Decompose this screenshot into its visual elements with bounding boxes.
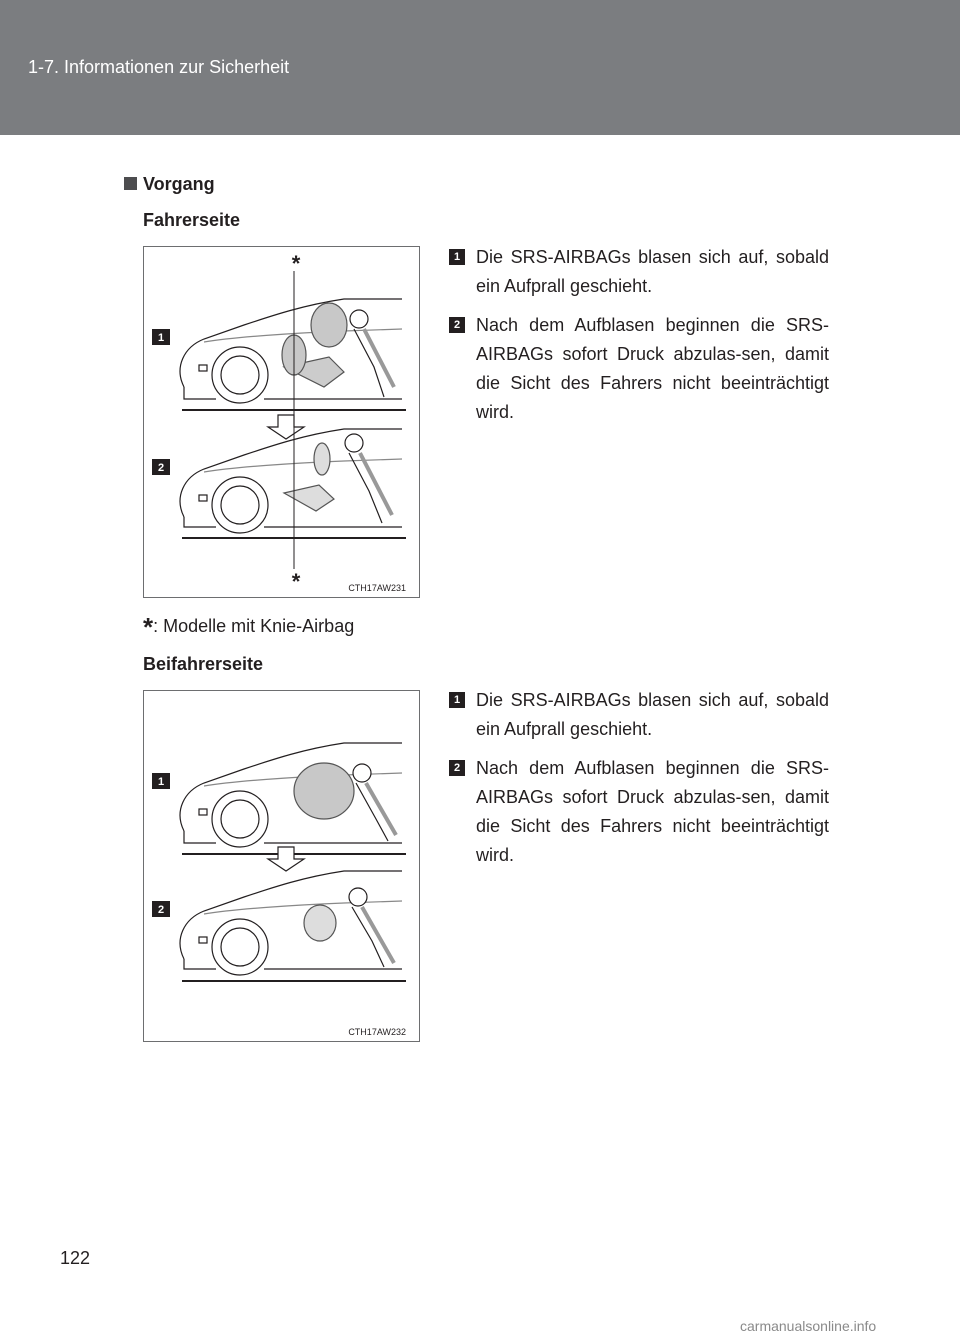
passenger-airbag-figure [143, 690, 420, 1042]
step-item [449, 754, 829, 870]
note-text: : Modelle mit Knie-Airbag [153, 616, 355, 636]
car-scene-deflating [180, 429, 406, 538]
down-arrow-icon [268, 847, 304, 871]
step-text: Nach dem Aufblasen beginnen die SRS-AIRBAGs sofort Druck abzulas-sen, damit die Sicht des Fahrers nicht beeinträchtigt wird. [476, 758, 829, 865]
driver-airbag-illustration [144, 247, 419, 597]
driver-side-heading: Fahrerseite [143, 210, 241, 230]
step-number-badge: 2 [449, 317, 465, 333]
note-star: * [143, 612, 154, 642]
knee-airbag-star-bottom: * [291, 569, 301, 594]
driver-airbag-figure [143, 246, 420, 598]
section-title: Vorgang [143, 174, 215, 194]
step-item [449, 686, 829, 744]
figure-code: CTH17AW232 [348, 1027, 406, 1037]
knee-airbag-note [143, 608, 355, 642]
figure-code: CTH17AW231 [348, 583, 406, 593]
figure-marker-1-label: 1 [157, 776, 165, 788]
passenger-side-heading: Beifahrerseite [143, 654, 264, 674]
section-heading [124, 174, 215, 195]
figure-marker-1-label: 1 [157, 332, 165, 344]
step-number-badge: 2 [449, 760, 465, 776]
chapter-title: 1-7. Informationen zur Sicherheit [28, 57, 290, 77]
step-number-badge: 1 [449, 249, 465, 265]
car-scene-deflating [180, 871, 406, 981]
down-arrow-icon [268, 415, 304, 439]
step-text: Die SRS-AIRBAGs blasen sich auf, sobald ein Aufprall geschieht. [476, 690, 829, 739]
car-scene-deployed [180, 743, 406, 854]
page-number: 122 [60, 1248, 91, 1268]
figure-marker-2-label: 2 [157, 462, 165, 474]
knee-airbag-star-top: * [291, 251, 301, 276]
passenger-steps [449, 686, 829, 880]
page-header [0, 0, 960, 135]
step-number-badge: 1 [449, 692, 465, 708]
driver-steps [449, 243, 829, 437]
car-scene-deployed [180, 299, 406, 410]
step-item [449, 243, 829, 301]
step-text: Die SRS-AIRBAGs blasen sich auf, sobald ein Aufprall geschieht. [476, 247, 829, 296]
square-bullet-icon [124, 177, 137, 190]
step-text: Nach dem Aufblasen beginnen die SRS-AIRBAGs sofort Druck abzulas-sen, damit die Sicht des Fahrers nicht beeinträchtigt wird. [476, 315, 829, 422]
figure-marker-2-label: 2 [157, 904, 165, 916]
passenger-airbag-illustration [144, 691, 419, 1041]
step-item [449, 311, 829, 427]
watermark: carmanualsonline.info [740, 1318, 877, 1334]
